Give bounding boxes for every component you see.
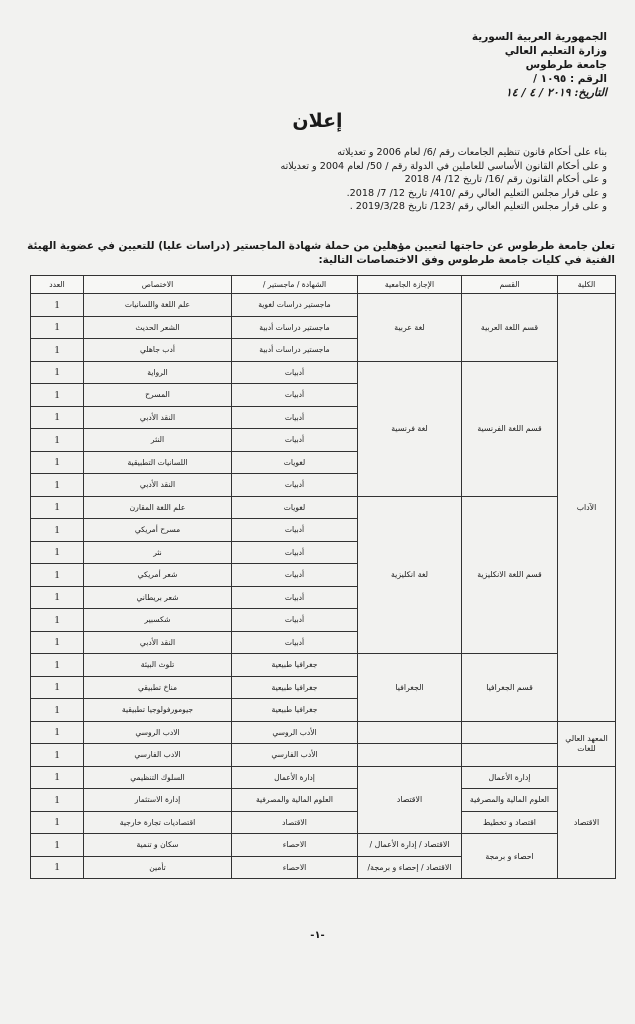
specialization-cell: شعر بريطاني (84, 586, 232, 609)
count-cell: 1 (31, 316, 84, 339)
count-cell: 1 (31, 586, 84, 609)
department-cell (462, 744, 558, 767)
table-row (31, 811, 616, 834)
certificate-cell: الاحصاء (232, 834, 358, 857)
table-row (31, 766, 616, 789)
degree-cell: الاقتصاد / إدارة الأعمال / (358, 834, 462, 857)
degree-cell: الاقتصاد (358, 766, 462, 834)
table-row (31, 744, 616, 767)
department-cell: إدارة الأعمال (462, 766, 558, 789)
faculty-cell: الاقتصاد (558, 766, 616, 879)
table-row (31, 654, 616, 677)
degree-cell: الجغرافيا (358, 654, 462, 722)
count-cell: 1 (31, 339, 84, 362)
count-cell: 1 (31, 811, 84, 834)
certificate-cell: الأدب الروسي (232, 721, 358, 744)
positions-table (30, 275, 616, 879)
count-cell: 1 (31, 406, 84, 429)
department-cell: قسم اللغة العربية (462, 294, 558, 362)
count-cell: 1 (31, 294, 84, 317)
document-date: التاريخ: ٢٠١٩ / ٤ / ١٤ (505, 86, 607, 99)
specialization-cell: تلوث البيئة (84, 654, 232, 677)
certificate-cell: أدبيات (232, 361, 358, 384)
specialization-cell: الادب الروسي (84, 721, 232, 744)
preamble-line: بناء على أحكام قانون تنظيم الجامعات رقم /6/ لعام 2006 و تعديلاته (337, 147, 607, 158)
header-count: العدد (31, 276, 84, 294)
specialization-cell: النقد الأدبي (84, 406, 232, 429)
certificate-cell: أدبيات (232, 519, 358, 542)
count-cell: 1 (31, 789, 84, 812)
specialization-cell: علم اللغة واللسانيات (84, 294, 232, 317)
count-cell: 1 (31, 609, 84, 632)
header-degree: الإجازة الجامعية (358, 276, 462, 294)
department-cell (462, 721, 558, 744)
republic-name: الجمهورية العربية السورية (471, 31, 607, 43)
certificate-cell: أدبيات (232, 541, 358, 564)
degree-cell (358, 744, 462, 767)
certificate-cell: جغرافيا طبيعية (232, 654, 358, 677)
degree-cell: الاقتصاد / إحصاء و برمجة/ (358, 856, 462, 879)
specialization-cell: شعر أمريكي (84, 564, 232, 587)
specialization-cell: جيومورفولوجيا تطبيقية (84, 699, 232, 722)
specialization-cell: الشعر الحديث (84, 316, 232, 339)
specialization-cell: المسرح (84, 384, 232, 407)
certificate-cell: العلوم المالية والمصرفية (232, 789, 358, 812)
count-cell: 1 (31, 766, 84, 789)
count-cell: 1 (31, 856, 84, 879)
specialization-cell: السلوك التنظيمي (84, 766, 232, 789)
certificate-cell: الأدب الفارسي (232, 744, 358, 767)
degree-cell: لغة فرنسية (358, 361, 462, 496)
certificate-cell: إدارة الأعمال (232, 766, 358, 789)
header-department: القسم (462, 276, 558, 294)
department-cell: قسم اللغة الانكليزية (462, 496, 558, 654)
specialization-cell: إدارة الاستثمار (84, 789, 232, 812)
header-faculty: الكلية (558, 276, 616, 294)
page-number: -١- (310, 930, 325, 941)
count-cell: 1 (31, 721, 84, 744)
certificate-cell: أدبيات (232, 564, 358, 587)
specialization-cell: النقد الأدبي (84, 474, 232, 497)
table-row (31, 834, 616, 857)
department-cell: قسم الجغرافيا (462, 654, 558, 722)
specialization-cell: اللسانيات التطبيقية (84, 451, 232, 474)
table-header-row (31, 276, 616, 294)
count-cell: 1 (31, 631, 84, 654)
degree-cell (358, 721, 462, 744)
specialization-cell: سكان و تنمية (84, 834, 232, 857)
specialization-cell: شكسبير (84, 609, 232, 632)
specialization-cell: الرواية (84, 361, 232, 384)
certificate-cell: ماجستير دراسات أدبية (232, 339, 358, 362)
specialization-cell: أدب جاهلي (84, 339, 232, 362)
specialization-cell: نثر (84, 541, 232, 564)
count-cell: 1 (31, 744, 84, 767)
count-cell: 1 (31, 834, 84, 857)
table-row (31, 721, 616, 744)
certificate-cell: جغرافيا طبيعية (232, 676, 358, 699)
count-cell: 1 (31, 384, 84, 407)
certificate-cell: أدبيات (232, 586, 358, 609)
specialization-cell: اقتصاديات تجارة خارجية (84, 811, 232, 834)
announcement-intro: تعلن جامعة طرطوس عن حاجتها لتعيين مؤهلين من حملة شهادة الماجستير (دراسات عليا) للتعيين في عضوية الهيئة الفنية في كليات جامعة طرطوس وفق الاختصاصات التالية: (27, 240, 615, 266)
department-cell: قسم اللغة الفرنسية (462, 361, 558, 496)
count-cell: 1 (31, 541, 84, 564)
table-row (31, 789, 616, 812)
university-name: جامعة طرطوس (525, 59, 607, 71)
certificate-cell: أدبيات (232, 406, 358, 429)
certificate-cell: أدبيات (232, 631, 358, 654)
specialization-cell: النقد الأدبي (84, 631, 232, 654)
preamble-line: و على قرار مجلس التعليم العالي رقم /123/ تاريخ 2019/3/28 . (349, 201, 607, 213)
count-cell: 1 (31, 429, 84, 452)
certificate-cell: ماجستير دراسات أدبية (232, 316, 358, 339)
specialization-cell: علم اللغة المقارن (84, 496, 232, 519)
count-cell: 1 (31, 519, 84, 542)
count-cell: 1 (31, 361, 84, 384)
department-cell: اقتصاد و تخطيط (462, 811, 558, 834)
table-row (31, 294, 616, 317)
count-cell: 1 (31, 654, 84, 677)
preamble-line: و على قرار مجلس التعليم العالي رقم /410/ تاريخ 12/ 7/ 2018. (346, 187, 607, 199)
certificate-cell: أدبيات (232, 609, 358, 632)
certificate-cell: أدبيات (232, 429, 358, 452)
preamble-line: و على أحكام القانون رقم /16/ تاريخ 12/ 4/ 2018 (404, 174, 607, 186)
specialization-cell: مسرح أمريكي (84, 519, 232, 542)
table-row (31, 496, 616, 519)
count-cell: 1 (31, 676, 84, 699)
count-cell: 1 (31, 564, 84, 587)
count-cell: 1 (31, 451, 84, 474)
preamble (17, 146, 607, 214)
certificate-cell: لغويات (232, 496, 358, 519)
certificate-cell: الاحصاء (232, 856, 358, 879)
reference-number: الرقم : ١٠٩٥ / (533, 73, 607, 85)
header-specialization: الاختصاص (84, 276, 232, 294)
certificate-cell: ماجستير دراسات لغوية (232, 294, 358, 317)
certificate-cell: أدبيات (232, 474, 358, 497)
degree-cell: لغة عربية (358, 294, 462, 362)
specialization-cell: تأمين (84, 856, 232, 879)
count-cell: 1 (31, 474, 84, 497)
faculty-cell: الآداب (558, 294, 616, 722)
certificate-cell: جغرافيا طبيعية (232, 699, 358, 722)
table-row (31, 361, 616, 384)
letterhead (367, 30, 607, 100)
positions-table-wrapper (30, 275, 615, 879)
certificate-cell: أدبيات (232, 384, 358, 407)
header-certificate: الشهادة / ماجستير / (232, 276, 358, 294)
faculty-cell: المعهد العالي للغات (558, 721, 616, 766)
degree-cell: لغة انكليزية (358, 496, 462, 654)
specialization-cell: الادب الفارسي (84, 744, 232, 767)
document-title: إعلان (292, 110, 343, 132)
specialization-cell: النثر (84, 429, 232, 452)
certificate-cell: الاقتصاد (232, 811, 358, 834)
preamble-line: و على أحكام القانون الأساسي للعاملين في الدولة رقم / 50/ لعام 2004 و تعديلاته (280, 160, 607, 172)
specialization-cell: مناخ تطبيقي (84, 676, 232, 699)
department-cell: احصاء و برمجة (462, 834, 558, 879)
ministry-name: وزارة التعليم العالي (504, 45, 607, 57)
certificate-cell: لغويات (232, 451, 358, 474)
count-cell: 1 (31, 699, 84, 722)
count-cell: 1 (31, 496, 84, 519)
department-cell: العلوم المالية والمصرفية (462, 789, 558, 812)
